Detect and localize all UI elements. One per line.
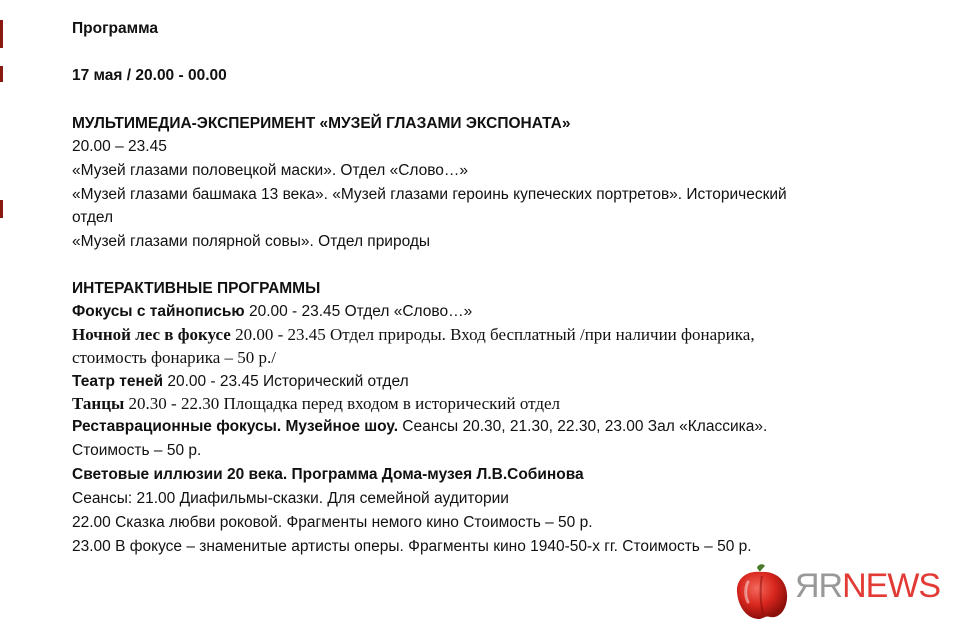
multimedia-line: «Музей глазами полярной совы». Отдел природы bbox=[72, 233, 431, 250]
program-item-line: Сеансы: 21.00 Диафильмы-сказки. Для семейной аудитории bbox=[72, 490, 509, 507]
program-item-continuation: Стоимость – 50 р. bbox=[72, 442, 202, 459]
edge-mark bbox=[0, 20, 3, 48]
program-item-title: Ночной лес в фокусе bbox=[72, 325, 231, 344]
logo-wordmark bbox=[795, 566, 940, 606]
program-item-title: Световые иллюзии 20 века. Программа Дома-музея Л.В.Собинова bbox=[72, 466, 584, 483]
program-item-continuation: стоимость фонарика – 50 р./ bbox=[72, 348, 277, 367]
program-item-details: 20.00 - 23.45 Отдел «Слово…» bbox=[244, 303, 473, 320]
program-item-details: Сеансы 20.30, 21.30, 22.30, 23.00 Зал «Классика». bbox=[398, 418, 768, 435]
program-item bbox=[72, 302, 472, 322]
event-date-time: 17 мая / 20.00 - 00.00 bbox=[72, 67, 227, 84]
program-item-details: 20.00 - 23.45 Исторический отдел bbox=[163, 373, 409, 390]
red-pepper-icon bbox=[730, 562, 792, 624]
program-item-title: Реставрационные фокусы. Музейное шоу. bbox=[72, 418, 398, 435]
program-item bbox=[72, 417, 767, 437]
edge-mark bbox=[0, 66, 3, 82]
program-item-title: Театр теней bbox=[72, 373, 164, 390]
program-item-line: 22.00 Сказка любви роковой. Фрагменты немого кино Стоимость – 50 р. bbox=[72, 514, 593, 531]
multimedia-time: 20.00 – 23.45 bbox=[72, 138, 167, 155]
program-item bbox=[72, 372, 409, 392]
logo-news-text: NEWS bbox=[842, 567, 941, 605]
multimedia-line: «Музей глазами башмака 13 века». «Музей глазами героинь купеческих портретов». Исторический bbox=[72, 186, 787, 203]
edge-mark bbox=[0, 200, 3, 218]
program-item-title: Танцы bbox=[72, 394, 125, 413]
logo-ya-text: ЯR bbox=[795, 567, 843, 605]
program-title: Программа bbox=[72, 20, 158, 37]
program-item-line: 23.00 В фокусе – знаменитые артисты оперы. Фрагменты кино 1940-50-х гг. Стоимость – 50 р. bbox=[72, 538, 752, 555]
multimedia-line: отдел bbox=[72, 209, 114, 226]
interactive-heading: ИНТЕРАКТИВНЫЕ ПРОГРАММЫ bbox=[72, 280, 321, 297]
program-item bbox=[72, 325, 755, 345]
multimedia-line: «Музей глазами половецкой маски». Отдел «Слово…» bbox=[72, 162, 469, 179]
program-item-title: Фокусы с тайнописью bbox=[72, 303, 245, 320]
multimedia-heading: МУЛЬТИМЕДИА-ЭКСПЕРИМЕНТ «МУЗЕЙ ГЛАЗАМИ ЭКСПОНАТА» bbox=[72, 115, 571, 132]
program-item-details: 20.00 - 23.45 Отдел природы. Вход бесплатный /при наличии фонарика, bbox=[230, 325, 755, 344]
program-item-details: 20.30 - 22.30 Площадка перед входом в исторический отдел bbox=[124, 394, 561, 413]
program-item bbox=[72, 394, 560, 414]
yarnews-logo bbox=[730, 562, 940, 624]
